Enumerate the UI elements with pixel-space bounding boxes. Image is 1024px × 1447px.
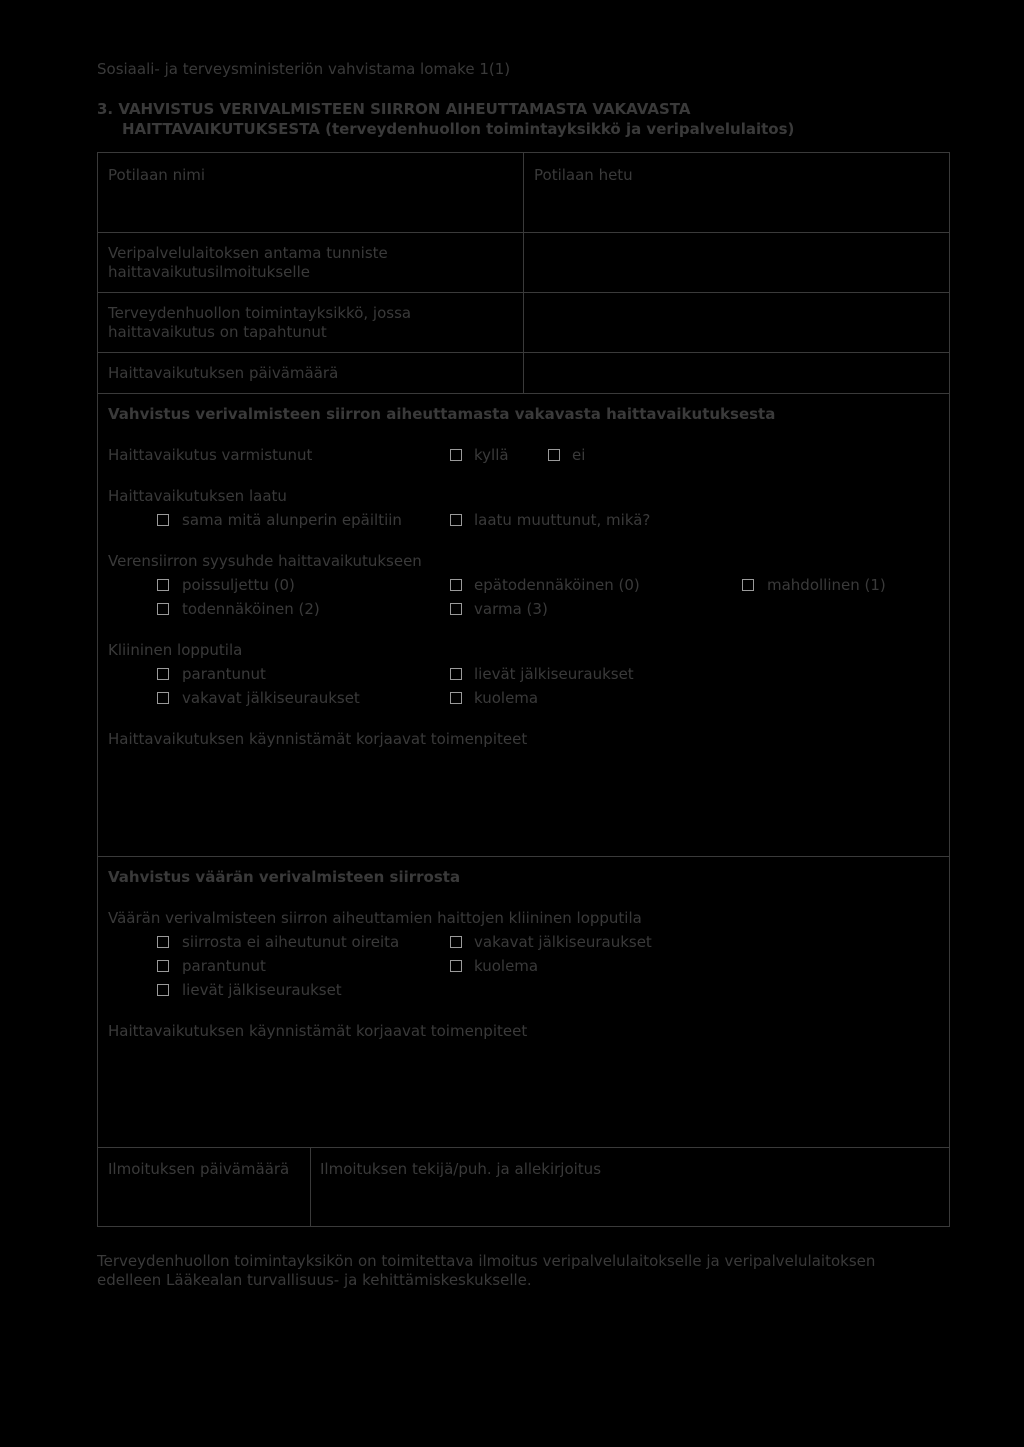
submission-note-line1: Terveydenhuollon toimintayksikön on toimitettava ilmoitus veripalvelulaitokselle ja veripalvelulaitoksen <box>97 1252 876 1270</box>
report-id-label <box>108 244 388 282</box>
wrong-no-symptoms-checkbox[interactable] <box>157 936 169 948</box>
wrong-minor-checkbox[interactable] <box>157 984 169 996</box>
wrong-serious-label: vakavat jälkiseuraukset <box>474 933 652 951</box>
wrong-outcome-label: Väärän verivalmisteen siirron aiheuttamien haittojen kliininen lopputila <box>108 909 642 927</box>
confirmed-yes-checkbox[interactable] <box>450 449 462 461</box>
causality-possible-label: mahdollinen (1) <box>767 576 886 594</box>
nature-changed-label: laatu muuttunut, mikä? <box>474 511 651 529</box>
care-unit-label <box>108 304 411 342</box>
wrong-death-label: kuolema <box>474 957 539 975</box>
causality-probable-label: todennäköinen (2) <box>182 600 320 618</box>
causality-label: Verensiirron syysuhde haittavaikutukseen <box>108 552 422 570</box>
outcome-death-label: kuolema <box>474 689 539 707</box>
wrong-component-heading: Vahvistus väärän verivalmisteen siirrosta <box>108 868 461 886</box>
wrong-death-checkbox[interactable] <box>450 960 462 972</box>
outcome-recovered-checkbox[interactable] <box>157 668 169 680</box>
outcome-minor-checkbox[interactable] <box>450 668 462 680</box>
serious-reaction-heading: Vahvistus verivalmisteen siirron aiheuttamasta vakavasta haittavaikutuksesta <box>108 405 776 423</box>
report-date-label: Ilmoituksen päivämäärä <box>108 1160 290 1178</box>
footer-column-divider <box>310 1147 311 1227</box>
submission-note <box>97 1252 875 1290</box>
report-date-field[interactable] <box>109 1184 299 1222</box>
causality-certain-checkbox[interactable] <box>450 603 462 615</box>
outcome-label: Kliininen lopputila <box>108 641 243 659</box>
divider <box>97 1147 950 1148</box>
confirmed-label: Haittavaikutus varmistunut <box>108 446 313 464</box>
report-id-field[interactable] <box>524 233 949 292</box>
nature-same-label: sama mitä alunperin epäiltiin <box>182 511 402 529</box>
nature-changed-checkbox[interactable] <box>450 514 462 526</box>
patient-name-field[interactable] <box>109 190 513 226</box>
form-title-line1: 3. VAHVISTUS VERIVALMISTEEN SIIRRON AIHEUTTAMASTA VAKAVASTA <box>97 100 691 118</box>
patient-name-label: Potilaan nimi <box>108 166 206 184</box>
reaction-date-field[interactable] <box>524 353 949 393</box>
wrong-recovered-label: parantunut <box>182 957 266 975</box>
wrong-serious-checkbox[interactable] <box>450 936 462 948</box>
form-reference: Sosiaali- ja terveysministeriön vahvistama lomake 1(1) <box>97 60 511 78</box>
wrong-actions-field[interactable] <box>108 1046 938 1142</box>
confirmed-yes-label: kyllä <box>474 446 509 464</box>
causality-possible-checkbox[interactable] <box>742 579 754 591</box>
wrong-recovered-checkbox[interactable] <box>157 960 169 972</box>
patient-ssn-label: Potilaan hetu <box>534 166 633 184</box>
wrong-actions-label: Haittavaikutuksen käynnistämät korjaavat toimenpiteet <box>108 1022 528 1040</box>
outcome-recovered-label: parantunut <box>182 665 266 683</box>
causality-unlikely-checkbox[interactable] <box>450 579 462 591</box>
causality-certain-label: varma (3) <box>474 600 548 618</box>
care-unit-label-line1: Terveydenhuollon toimintayksikkö, jossa <box>108 304 412 322</box>
causality-excluded-label: poissuljettu (0) <box>182 576 295 594</box>
outcome-minor-label: lievät jälkiseuraukset <box>474 665 634 683</box>
causality-probable-checkbox[interactable] <box>157 603 169 615</box>
serious-actions-label: Haittavaikutuksen käynnistämät korjaavat toimenpiteet <box>108 730 528 748</box>
causality-excluded-checkbox[interactable] <box>157 579 169 591</box>
wrong-minor-label: lievät jälkiseuraukset <box>182 981 342 999</box>
care-unit-label-line2: haittavaikutus on tapahtunut <box>108 323 327 341</box>
divider <box>97 856 950 857</box>
submission-note-line2: edelleen Lääkealan turvallisuus- ja kehittämiskeskukselle. <box>97 1271 532 1289</box>
nature-label: Haittavaikutuksen laatu <box>108 487 287 505</box>
confirmed-no-label: ei <box>572 446 586 464</box>
confirmed-no-checkbox[interactable] <box>548 449 560 461</box>
outcome-serious-label: vakavat jälkiseuraukset <box>182 689 360 707</box>
report-id-label-line1: Veripalvelulaitoksen antama tunniste <box>108 244 388 262</box>
reporter-field[interactable] <box>321 1184 939 1222</box>
causality-unlikely-label: epätodennäköinen (0) <box>474 576 640 594</box>
reporter-label: Ilmoituksen tekijä/puh. ja allekirjoitus <box>320 1160 602 1178</box>
form-title-line2: HAITTAVAIKUTUKSESTA (terveydenhuollon toimintayksikkö ja veripalvelulaitos) <box>122 120 795 138</box>
patient-ssn-field[interactable] <box>535 190 939 226</box>
divider <box>97 393 950 394</box>
reaction-date-label: Haittavaikutuksen päivämäärä <box>108 364 339 382</box>
outcome-serious-checkbox[interactable] <box>157 692 169 704</box>
report-id-label-line2: haittavaikutusilmoitukselle <box>108 263 310 281</box>
care-unit-field[interactable] <box>524 293 949 352</box>
outcome-death-checkbox[interactable] <box>450 692 462 704</box>
serious-actions-field[interactable] <box>108 754 938 850</box>
wrong-no-symptoms-label: siirrosta ei aiheutunut oireita <box>182 933 400 951</box>
nature-same-checkbox[interactable] <box>157 514 169 526</box>
